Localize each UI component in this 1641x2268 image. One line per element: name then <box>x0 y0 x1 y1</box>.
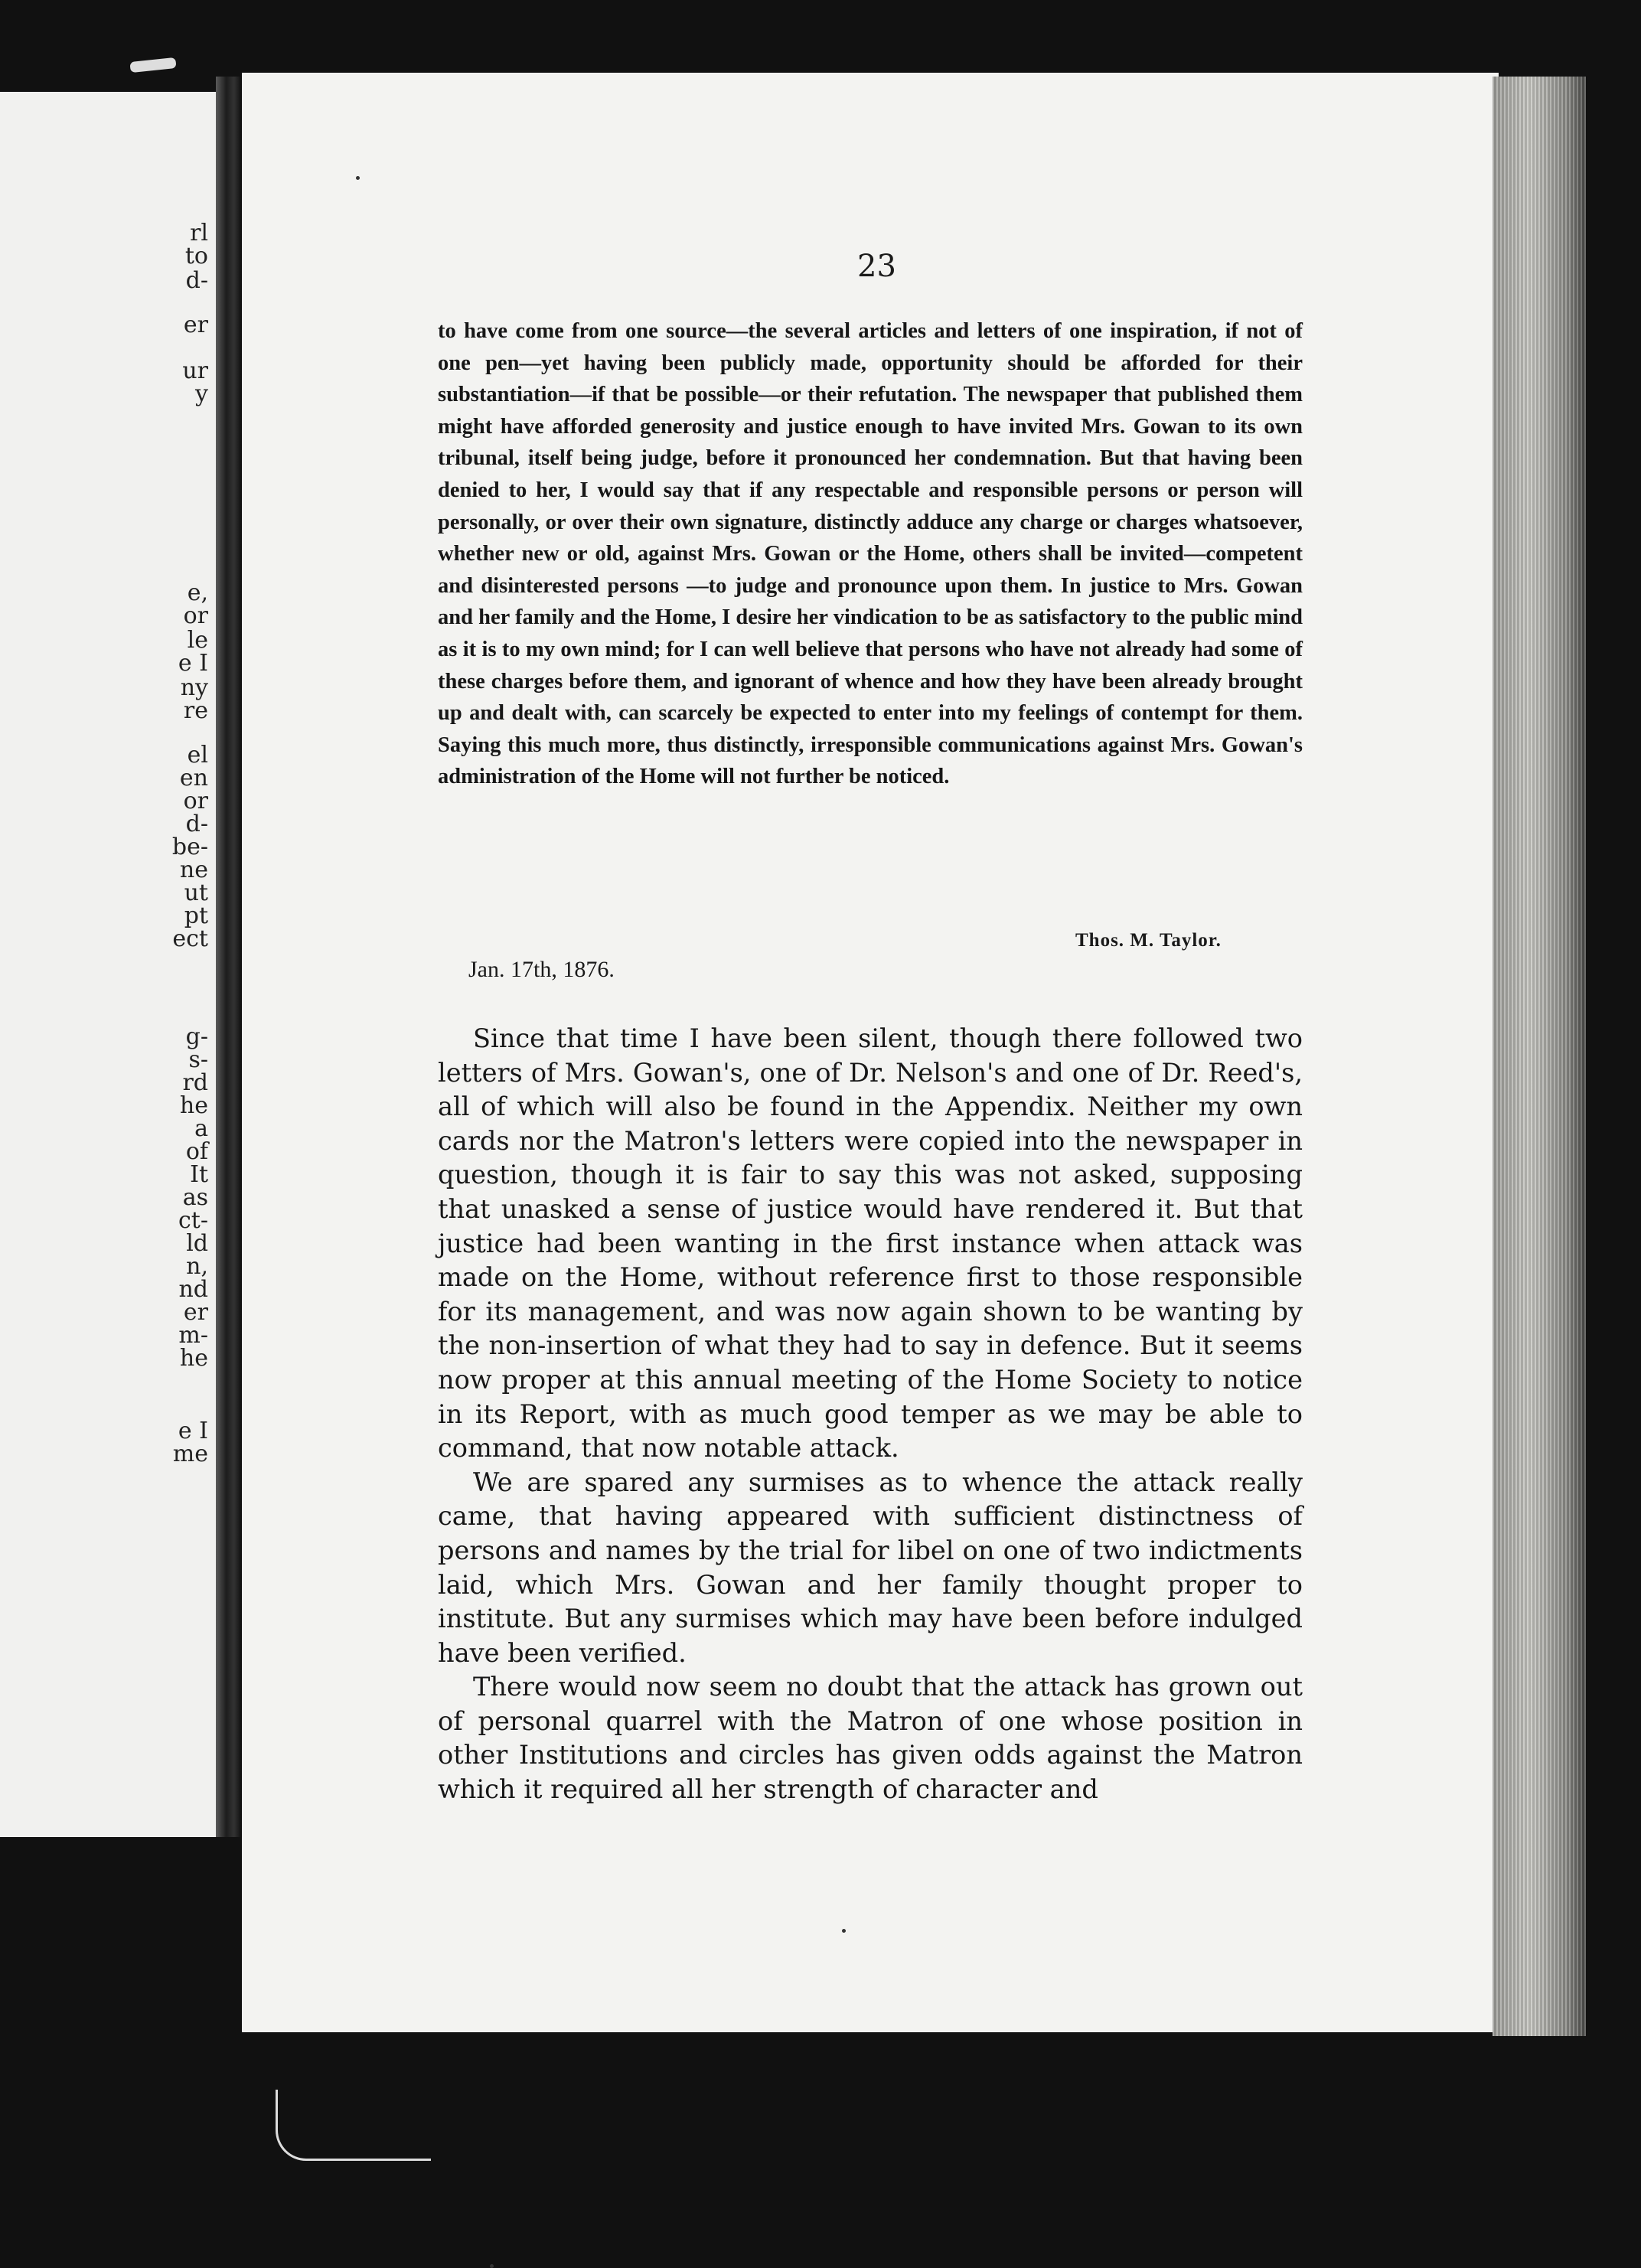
left-page-fragment: e I <box>178 1418 208 1444</box>
left-page-fragment: rd <box>182 1069 208 1096</box>
left-page-fragment: ne <box>179 857 208 883</box>
left-page-fragment: pt <box>184 902 208 929</box>
letter-signature: Thos. M. Taylor. <box>1075 930 1222 951</box>
top-margin-mark <box>129 57 176 73</box>
body-paragraph-3: There would now seem no doubt that the attack has grown out of personal quarrel with the Matron of one whose position in other Institutions and circles has given odds against the Matron which it required all her strength of character and <box>438 1672 1303 1805</box>
speck <box>490 2264 494 2268</box>
left-page-fragment: el <box>187 742 208 769</box>
left-page-fragment: le <box>187 627 208 654</box>
body-text <box>438 1022 1303 1807</box>
bottom-curl-mark <box>276 2090 431 2161</box>
page-stack-edge <box>1493 77 1586 2036</box>
left-page-fragment: g- <box>185 1023 208 1050</box>
left-page-fragment: he <box>179 1345 208 1372</box>
left-page-fragment: m- <box>178 1322 208 1349</box>
speck <box>842 1929 846 1933</box>
book-gutter <box>216 77 242 1837</box>
left-page-fragment: of <box>185 1138 208 1165</box>
speck <box>356 176 360 180</box>
body-paragraph-2: We are spared any surmises as to whence the attack really came, that having appeared with sufficient distinctness of persons and names by the trial for libel on one of two indictments laid, which Mrs. Gowan and her family thought proper to institute. But any surmises which may have been before indulged have been verified. <box>438 1467 1303 1668</box>
left-page-fragment: or <box>183 602 208 629</box>
page-number: 23 <box>857 249 896 284</box>
left-page-fragment: to <box>184 243 208 269</box>
left-page-fragment: re <box>183 697 208 724</box>
left-page-fragment: or <box>183 788 208 814</box>
left-page-fragment: me <box>172 1441 208 1467</box>
left-page-fragment: ur <box>182 357 208 384</box>
left-page-fragment: ut <box>184 879 208 906</box>
body-paragraph-1: Since that time I have been silent, though there followed two letters of Mrs. Gowan's, one of Dr. Nelson's and one of Dr. Reed's, all of which will also be found in the Appendix. Neither my own cards nor the Matron's letters were copied into the newspaper in question, though it is fair to say this was not asked, supposing that unasked a sense of justice would have rendered it. But that justice had been wanting in the first instance when attack was made on the Home, without reference first to those responsible for its management, and was now again shown to be wanting by the non-insertion of what they had to say in defence. But it seems now proper at this annual meeting of the Home Society to notice in its Report, with as much good temper as we may be able to command, that now notable attack. <box>438 1023 1303 1464</box>
left-page-fragment: a <box>194 1115 208 1142</box>
letter-paragraph: to have come from one source—the several articles and letters of one inspiration, if not of one pen—yet having been publicly made, opportunity should be afforded for their substantiation—if that be possible—or their refutation. The newspaper that published them might have afforded generosity and justice enough to have invited Mrs. Gowan to its own tribunal, itself being judge, before it pronounced her condemnation. But that having been denied to her, I would say that if any respectable and responsible persons or person will personally, or over their own signature, distinctly adduce any charge or charges whatsoever, whether new or old, against Mrs. Gowan or the Home, others shall be invited—competent and disinterested persons —to judge and pronounce upon them. In justice to Mrs. Gowan and her family and the Home, I desire her vindication to be as satisfactory to the public mind as it is to my own mind; for I can well believe that persons who have not already had some of these charges before them, and ignorant of whence and how they have been already brought up and dealt with, can scarcely be expected to enter into my feelings of contempt for them. Saying this much more, thus distinctly, irresponsible communications against Mrs. Gowan's administration of the Home will not further be noticed. <box>438 319 1303 789</box>
left-page-fragment: as <box>182 1184 208 1211</box>
left-page-fragment: er <box>183 1299 208 1326</box>
left-page-fragment: be- <box>171 834 208 860</box>
letter-date: Jan. 17th, 1876. <box>468 957 615 982</box>
left-page-edge <box>0 92 219 1837</box>
left-page-fragment: ny <box>180 674 208 701</box>
left-page-line-fragments <box>0 92 219 1837</box>
left-page-fragment: e, <box>187 579 208 606</box>
left-page-fragment: e I <box>178 650 208 677</box>
left-page-fragment: d- <box>185 811 208 837</box>
left-page-fragment: ect <box>172 925 208 952</box>
left-page-fragment: ld <box>186 1230 208 1257</box>
left-page-fragment: he <box>179 1092 208 1119</box>
left-page-fragment: d- <box>185 267 208 294</box>
left-page-fragment: ct- <box>178 1207 208 1234</box>
left-page-fragment: en <box>179 765 208 791</box>
left-page-fragment: nd <box>178 1276 208 1303</box>
left-page-fragment: y <box>195 380 208 407</box>
left-page-fragment: er <box>183 312 208 338</box>
left-page-fragment: It <box>190 1161 208 1188</box>
left-page-fragment: rl <box>190 220 208 246</box>
left-page-fragment: s- <box>188 1046 208 1073</box>
left-page-fragment: n, <box>186 1253 208 1280</box>
